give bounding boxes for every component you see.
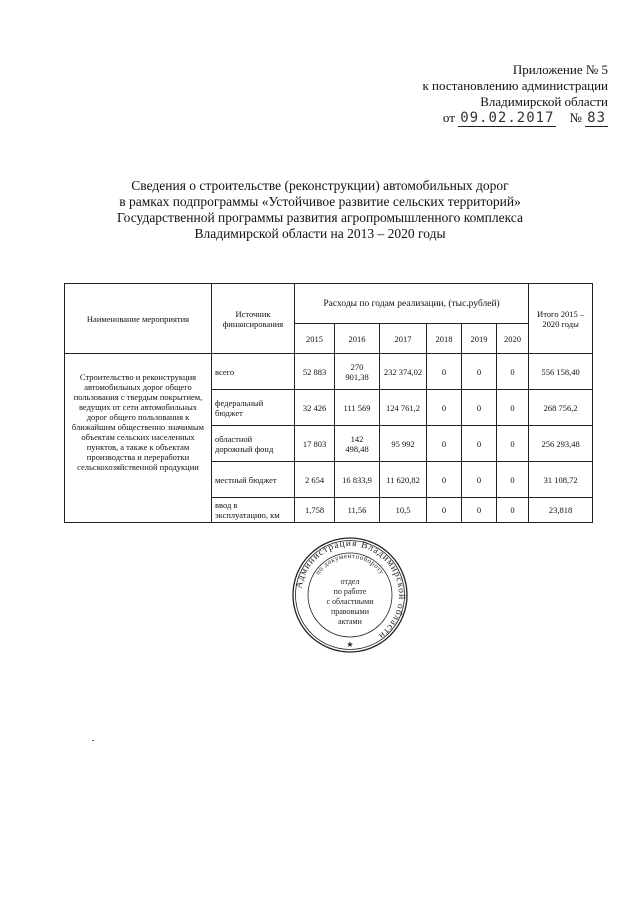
source-header: Источник финансирования bbox=[212, 284, 295, 354]
number-prefix: № bbox=[569, 110, 582, 125]
source-cell: всего bbox=[212, 354, 295, 390]
decree-number: 83 bbox=[587, 110, 606, 126]
stamp-line-5: актами bbox=[338, 617, 362, 626]
value-cell: 0 bbox=[462, 498, 497, 523]
stamp-line-4: правовыми bbox=[330, 607, 370, 616]
expenses-header: Расходы по годам реализации, (тыс.рублей) bbox=[295, 284, 529, 324]
value-cell: 16 833,9 bbox=[335, 462, 380, 498]
total-cell: 23,818 bbox=[529, 498, 593, 523]
value-cell: 10,5 bbox=[380, 498, 427, 523]
title-line-1: Сведения о строительстве (реконструкции) автомобильных дорог bbox=[131, 178, 509, 193]
stamp-line-1: отдел bbox=[340, 577, 360, 586]
table-row bbox=[65, 354, 593, 390]
value-cell: 95 992 bbox=[380, 426, 427, 462]
total-header: Итого 2015 – 2020 годы bbox=[529, 284, 593, 354]
year-2018-header: 2018 bbox=[427, 324, 462, 354]
stamp-ring-text: Администрация Владимирской области bbox=[294, 538, 407, 641]
value-cell: 124 761,2 bbox=[380, 390, 427, 426]
value-cell: 1,758 bbox=[295, 498, 335, 523]
official-stamp bbox=[290, 535, 410, 655]
value-cell: 17 803 bbox=[295, 426, 335, 462]
activity-name-header: Наименование мероприятия bbox=[65, 284, 212, 354]
value-cell: 2 654 bbox=[295, 462, 335, 498]
value-cell: 111 569 bbox=[335, 390, 380, 426]
source-cell: областной дорожный фонд bbox=[212, 426, 295, 462]
source-cell: ввод в эксплуатацию, км bbox=[212, 498, 295, 523]
appendix-number: Приложение № 5 bbox=[512, 62, 608, 77]
total-cell: 556 158,40 bbox=[529, 354, 593, 390]
year-2015-header: 2015 bbox=[295, 324, 335, 354]
value-cell: 0 bbox=[462, 426, 497, 462]
value-cell: 142 498,48 bbox=[335, 426, 380, 462]
value-cell: 0 bbox=[462, 390, 497, 426]
total-cell: 256 293,48 bbox=[529, 426, 593, 462]
value-cell: 0 bbox=[462, 462, 497, 498]
value-cell: 0 bbox=[427, 498, 462, 523]
table-header-row bbox=[65, 284, 593, 324]
appendix-region: Владимирской области bbox=[480, 94, 608, 109]
year-2016-header: 2016 bbox=[335, 324, 380, 354]
title-line-2: в рамках подпрограммы «Устойчивое развитие сельских территорий» bbox=[119, 194, 521, 209]
stamp-star-icon: ★ bbox=[346, 640, 354, 649]
construction-table bbox=[64, 283, 593, 523]
total-cell: 31 108,72 bbox=[529, 462, 593, 498]
decree-date-line bbox=[422, 110, 608, 126]
value-cell: 0 bbox=[427, 426, 462, 462]
value-cell: 0 bbox=[497, 354, 529, 390]
decree-date: 09.02.2017 bbox=[460, 110, 555, 126]
stamp-line-3: с областными bbox=[326, 597, 374, 606]
date-prefix: от bbox=[442, 110, 455, 125]
scan-speck bbox=[92, 740, 94, 741]
value-cell: 32 426 bbox=[295, 390, 335, 426]
document-title bbox=[60, 178, 580, 242]
appendix-reference: к постановлению администрации bbox=[422, 78, 608, 93]
value-cell: 0 bbox=[497, 462, 529, 498]
value-cell: 52 883 bbox=[295, 354, 335, 390]
value-cell: 232 374,02 bbox=[380, 354, 427, 390]
year-2020-header: 2020 bbox=[497, 324, 529, 354]
title-line-4: Владимирской области на 2013 – 2020 годы bbox=[194, 226, 446, 241]
year-2017-header: 2017 bbox=[380, 324, 427, 354]
value-cell: 0 bbox=[462, 354, 497, 390]
value-cell: 0 bbox=[497, 498, 529, 523]
value-cell: 0 bbox=[427, 462, 462, 498]
total-cell: 268 756,2 bbox=[529, 390, 593, 426]
source-cell: местный бюджет bbox=[212, 462, 295, 498]
value-cell: 11 620,82 bbox=[380, 462, 427, 498]
year-2019-header: 2019 bbox=[462, 324, 497, 354]
document-header bbox=[422, 62, 608, 126]
stamp-arc-text: по документообороту bbox=[313, 551, 387, 577]
title-line-3: Государственной программы развития агропромышленного комплекса bbox=[117, 210, 523, 225]
value-cell: 0 bbox=[427, 354, 462, 390]
source-cell: федеральный бюджет bbox=[212, 390, 295, 426]
value-cell: 0 bbox=[497, 390, 529, 426]
value-cell: 0 bbox=[427, 390, 462, 426]
value-cell: 0 bbox=[497, 426, 529, 462]
activity-name: Строительство и реконструкция автомобильных дорог общего пользования с твердым покрытием, ведущих от сети автомобильных дорог общего пользования к ближайшим общественно значимым объектам сельских населенных пунктов, а также к объектам производства и переработки сельскохозяйственной продукции bbox=[65, 354, 212, 523]
stamp-line-2: по работе bbox=[333, 587, 367, 596]
stamp-inner-text bbox=[290, 535, 410, 655]
value-cell: 270 901,38 bbox=[335, 354, 380, 390]
value-cell: 11,56 bbox=[335, 498, 380, 523]
